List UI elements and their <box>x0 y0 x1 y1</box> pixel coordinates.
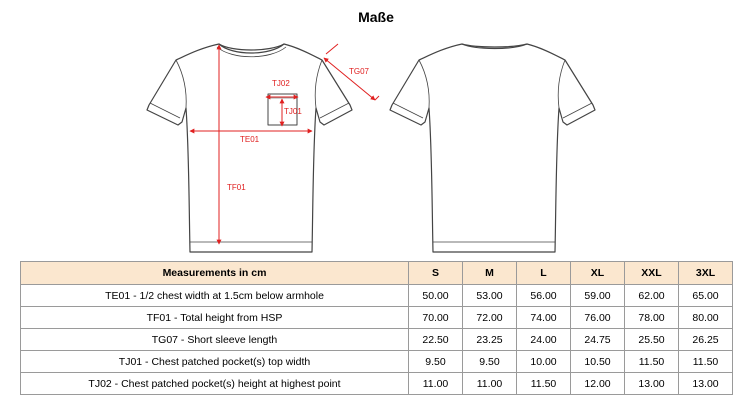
column-header-s: S <box>409 262 463 285</box>
table-row <box>21 307 733 329</box>
table-cell: 70.00 <box>409 307 463 329</box>
tshirt-front-outline <box>147 44 352 252</box>
row-label: TJ02 - Chest patched pocket(s) height at highest point <box>21 373 409 395</box>
table-cell: 76.00 <box>571 307 625 329</box>
label-tg07: TG07 <box>349 67 370 76</box>
table-cell: 62.00 <box>625 285 679 307</box>
tshirt-diagram <box>0 30 752 255</box>
table-cell: 13.00 <box>679 373 733 395</box>
table-cell: 11.50 <box>679 351 733 373</box>
table-cell: 78.00 <box>625 307 679 329</box>
table-row <box>21 351 733 373</box>
table-cell: 65.00 <box>679 285 733 307</box>
table-row <box>21 329 733 351</box>
table-cell: 72.00 <box>463 307 517 329</box>
table-cell: 11.50 <box>517 373 571 395</box>
table-cell: 80.00 <box>679 307 733 329</box>
table-cell: 11.00 <box>463 373 517 395</box>
row-label: TE01 - 1/2 chest width at 1.5cm below armhole <box>21 285 409 307</box>
tshirt-back-outline <box>390 44 595 252</box>
table-cell: 59.00 <box>571 285 625 307</box>
table-row <box>21 373 733 395</box>
table-cell: 50.00 <box>409 285 463 307</box>
label-tj01: TJ01 <box>284 107 302 116</box>
table-cell: 11.00 <box>409 373 463 395</box>
column-header-3xl: 3XL <box>679 262 733 285</box>
size-chart-table <box>20 261 733 395</box>
table-cell: 74.00 <box>517 307 571 329</box>
row-label: TG07 - Short sleeve length <box>21 329 409 351</box>
table-cell: 25.50 <box>625 329 679 351</box>
column-header-xl: XL <box>571 262 625 285</box>
table-cell: 24.75 <box>571 329 625 351</box>
column-header-measurements: Measurements in cm <box>21 262 409 285</box>
label-tj02: TJ02 <box>272 79 290 88</box>
table-cell: 10.50 <box>571 351 625 373</box>
column-header-l: L <box>517 262 571 285</box>
table-cell: 11.50 <box>625 351 679 373</box>
page-title: Maße <box>358 9 394 25</box>
row-label: TJ01 - Chest patched pocket(s) top width <box>21 351 409 373</box>
table-cell: 13.00 <box>625 373 679 395</box>
table-cell: 12.00 <box>571 373 625 395</box>
row-label: TF01 - Total height from HSP <box>21 307 409 329</box>
table-cell: 26.25 <box>679 329 733 351</box>
table-cell: 53.00 <box>463 285 517 307</box>
table-header-row <box>21 262 733 285</box>
table-cell: 24.00 <box>517 329 571 351</box>
column-header-xxl: XXL <box>625 262 679 285</box>
label-te01: TE01 <box>240 135 260 144</box>
table-cell: 9.50 <box>409 351 463 373</box>
table-cell: 56.00 <box>517 285 571 307</box>
table-cell: 22.50 <box>409 329 463 351</box>
column-header-m: M <box>463 262 517 285</box>
table-row <box>21 285 733 307</box>
table-cell: 10.00 <box>517 351 571 373</box>
table-cell: 23.25 <box>463 329 517 351</box>
label-tf01: TF01 <box>227 183 246 192</box>
table-cell: 9.50 <box>463 351 517 373</box>
